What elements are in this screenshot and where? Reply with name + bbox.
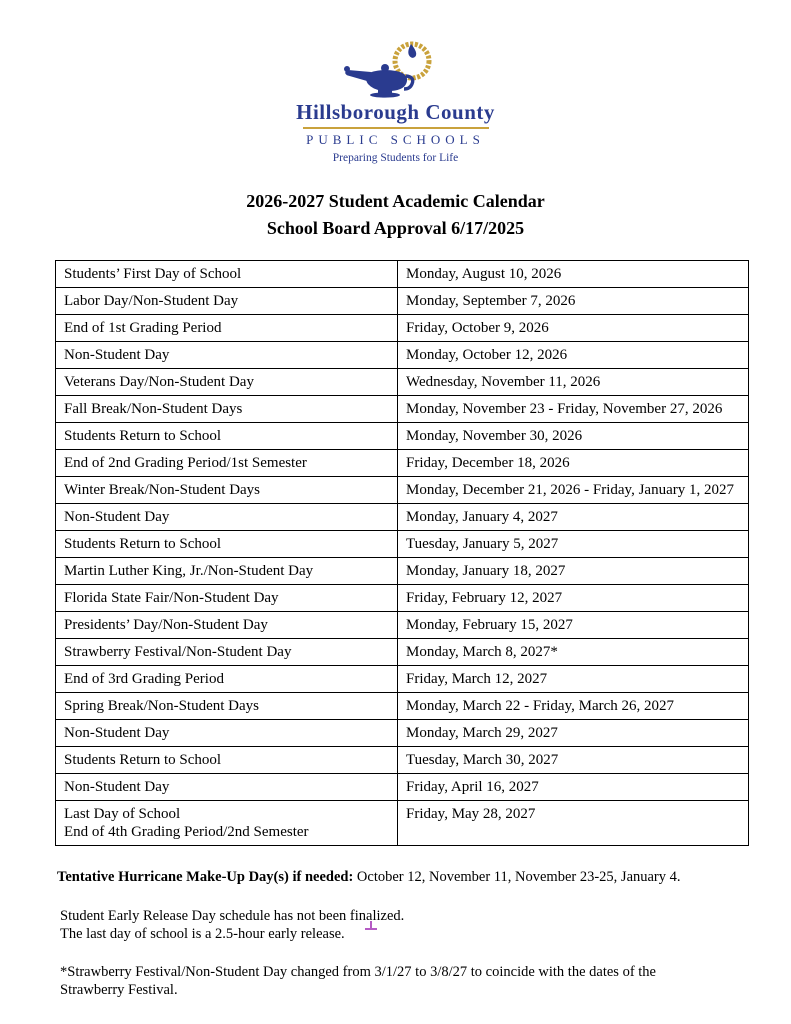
table-row — [56, 477, 749, 504]
date-cell: Friday, October 9, 2026 — [398, 315, 749, 342]
caret-anchor — [366, 907, 376, 925]
table-row — [56, 315, 749, 342]
date-cell: Friday, April 16, 2027 — [398, 774, 749, 801]
early-release-line1 — [60, 907, 791, 925]
event-cell: Last Day of School End of 4th Grading Period/2nd Semester — [56, 801, 398, 846]
strawberry-festival-note: *Strawberry Festival/Non-Student Day changed from 3/1/27 to 3/8/27 to coincide with the dates of the Strawberry Festival. — [60, 964, 656, 998]
table-row — [56, 585, 749, 612]
event-cell: Students Return to School — [56, 747, 398, 774]
date-cell: Monday, October 12, 2026 — [398, 342, 749, 369]
event-cell: Spring Break/Non-Student Days — [56, 693, 398, 720]
date-cell: Monday, November 23 - Friday, November 27, 2026 — [398, 396, 749, 423]
table-row — [56, 720, 749, 747]
date-cell: Monday, March 22 - Friday, March 26, 2027 — [398, 693, 749, 720]
table-row — [56, 288, 749, 315]
date-cell: Tuesday, March 30, 2027 — [398, 747, 749, 774]
table-row — [56, 639, 749, 666]
logo-org-subtitle: PUBLIC SCHOOLS — [306, 132, 485, 147]
date-cell: Wednesday, November 11, 2026 — [398, 369, 749, 396]
early-release-note — [60, 907, 791, 943]
table-row — [56, 747, 749, 774]
table-row — [56, 774, 749, 801]
table-row — [56, 558, 749, 585]
hurricane-note-dates: October 12, November 11, November 23-25, January 4. — [353, 869, 681, 885]
event-cell: Students Return to School — [56, 531, 398, 558]
date-cell: Monday, September 7, 2026 — [398, 288, 749, 315]
page-title-line2: School Board Approval 6/17/2025 — [266, 218, 525, 238]
event-cell: End of 1st Grading Period — [56, 315, 398, 342]
early-release-text-marked: al — [366, 908, 377, 924]
table-row — [56, 450, 749, 477]
date-cell: Friday, December 18, 2026 — [398, 450, 749, 477]
event-cell: Strawberry Festival/Non-Student Day — [56, 639, 398, 666]
page-title-line1: 2026-2027 Student Academic Calendar — [246, 191, 545, 211]
event-cell: Non-Student Day — [56, 720, 398, 747]
event-cell: End of 2nd Grading Period/1st Semester — [56, 450, 398, 477]
logo-gold-divider — [303, 127, 489, 129]
hurricane-makeup-note — [57, 868, 791, 886]
date-cell: Tuesday, January 5, 2027 — [398, 531, 749, 558]
event-cell: Labor Day/Non-Student Day — [56, 288, 398, 315]
table-row — [56, 531, 749, 558]
date-cell: Friday, May 28, 2027 — [398, 801, 749, 846]
date-cell: Monday, March 29, 2027 — [398, 720, 749, 747]
logo-tagline: Preparing Students for Life — [332, 152, 459, 164]
table-row — [56, 342, 749, 369]
event-cell: Students’ First Day of School — [56, 261, 398, 288]
table-row — [56, 369, 749, 396]
date-cell: Monday, November 30, 2026 — [398, 423, 749, 450]
date-cell: Monday, January 18, 2027 — [398, 558, 749, 585]
early-release-text-post: ized. — [376, 908, 405, 924]
table-row — [56, 261, 749, 288]
table-row — [56, 423, 749, 450]
academic-calendar-table — [55, 260, 749, 846]
date-cell: Monday, December 21, 2026 - Friday, January 1, 2027 — [398, 477, 749, 504]
event-cell: Fall Break/Non-Student Days — [56, 396, 398, 423]
lamp-of-learning-icon — [0, 36, 791, 98]
event-cell: Martin Luther King, Jr./Non-Student Day — [56, 558, 398, 585]
early-release-line2: The last day of school is a 2.5-hour early release. — [60, 926, 345, 942]
event-cell: Non-Student Day — [56, 342, 398, 369]
date-cell: Friday, March 12, 2027 — [398, 666, 749, 693]
date-cell: Monday, January 4, 2027 — [398, 504, 749, 531]
event-cell: Non-Student Day — [56, 504, 398, 531]
hurricane-note-lead: Tentative Hurricane Make-Up Day(s) if needed: — [57, 869, 354, 885]
logo-org-name: Hillsborough County — [296, 100, 495, 124]
date-cell: Monday, March 8, 2027* — [398, 639, 749, 666]
table-row — [56, 693, 749, 720]
school-logo — [0, 0, 791, 164]
table-row — [56, 666, 749, 693]
table-row — [56, 612, 749, 639]
date-cell: Monday, August 10, 2026 — [398, 261, 749, 288]
event-cell: Students Return to School — [56, 423, 398, 450]
table-row — [56, 504, 749, 531]
event-cell: Non-Student Day — [56, 774, 398, 801]
event-cell: Winter Break/Non-Student Days — [56, 477, 398, 504]
early-release-text-pre: Student Early Release Day schedule has not been fin — [60, 908, 367, 924]
date-cell: Friday, February 12, 2027 — [398, 585, 749, 612]
event-cell: End of 3rd Grading Period — [56, 666, 398, 693]
table-row — [56, 396, 749, 423]
event-cell: Florida State Fair/Non-Student Day — [56, 585, 398, 612]
event-cell: Presidents’ Day/Non-Student Day — [56, 612, 398, 639]
table-row — [56, 801, 749, 846]
page-title — [0, 188, 791, 242]
date-cell: Monday, February 15, 2027 — [398, 612, 749, 639]
event-cell: Veterans Day/Non-Student Day — [56, 369, 398, 396]
